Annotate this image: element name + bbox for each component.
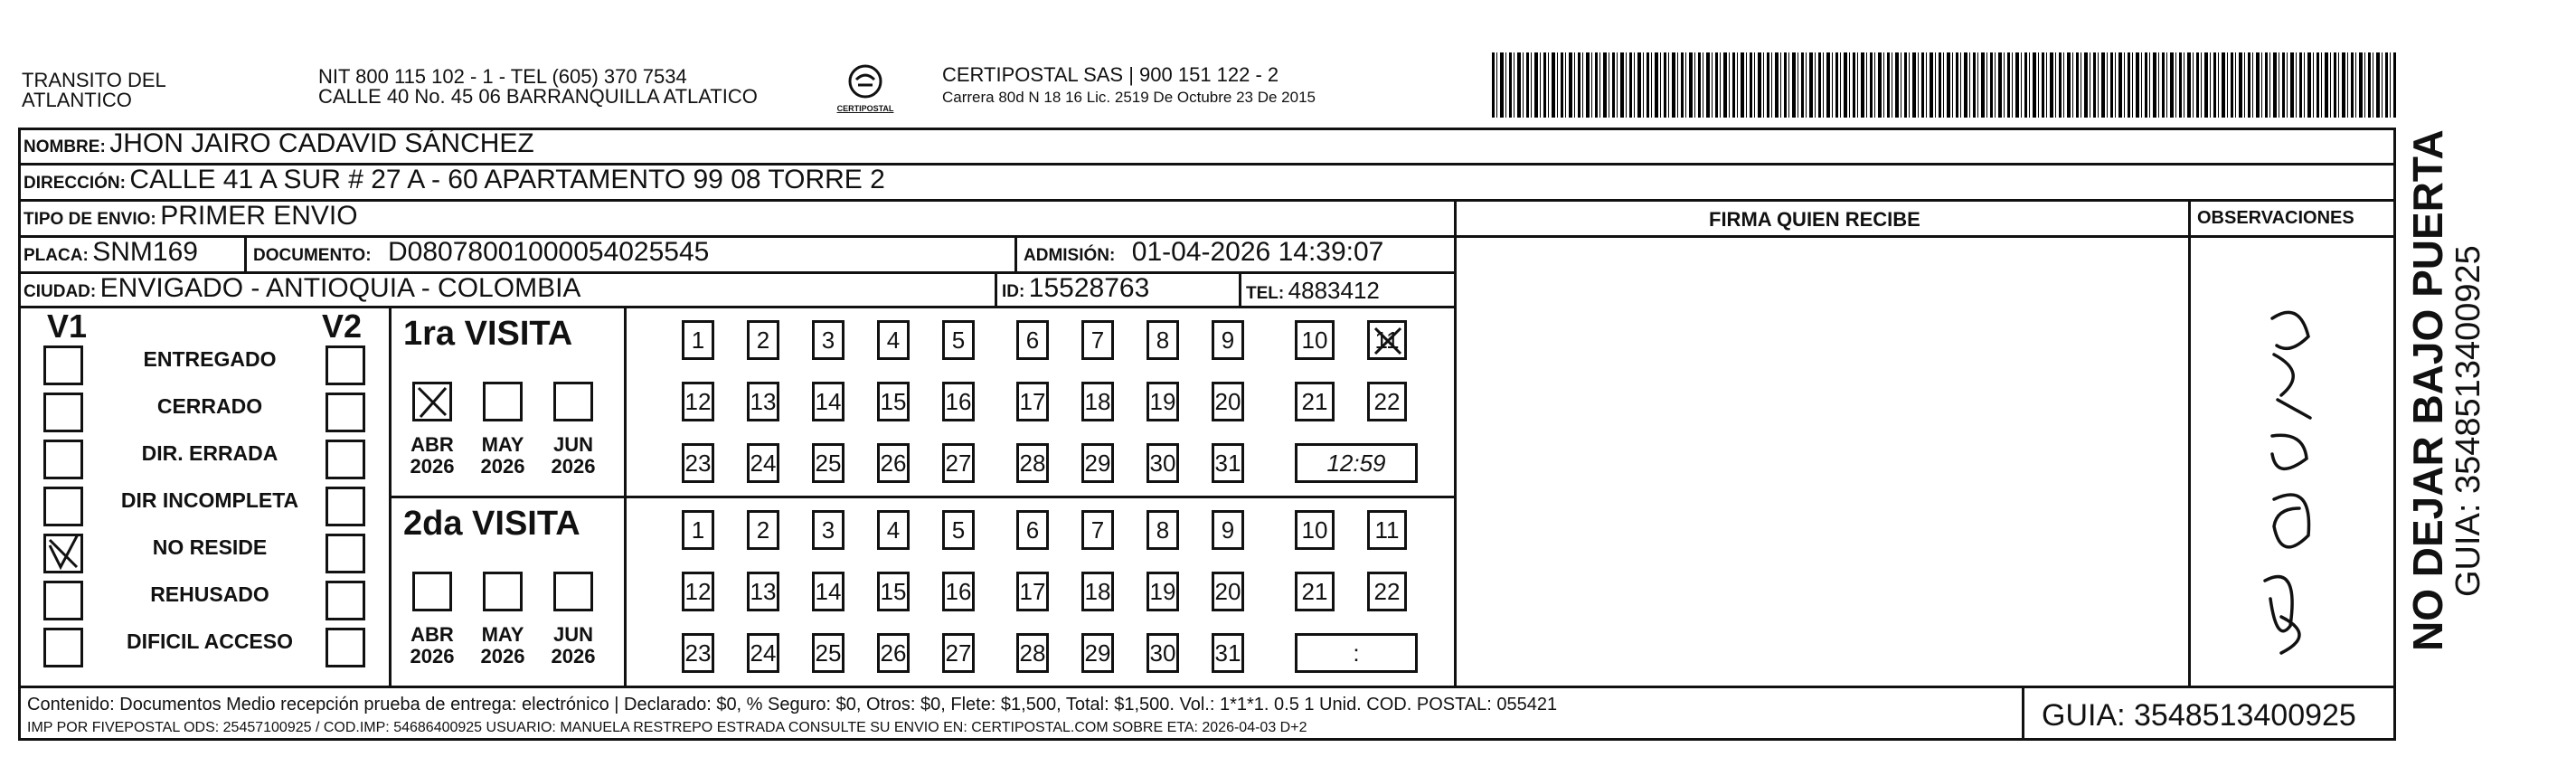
documento-value: D08078001000054025545 bbox=[388, 237, 710, 267]
day-box[interactable]: 26 bbox=[877, 633, 910, 673]
day-box[interactable]: 4 bbox=[877, 510, 910, 550]
month-label bbox=[405, 624, 459, 667]
day-box[interactable]: 7 bbox=[1081, 320, 1114, 360]
day-box[interactable]: 2 bbox=[747, 320, 779, 360]
nit-text: NIT 800 115 102 - 1 - TEL (605) 370 7534 bbox=[318, 65, 687, 88]
status-option-label: DIR INCOMPLETA bbox=[120, 488, 299, 512]
side-guia: GUIA: 3548513400925 bbox=[2449, 245, 2487, 597]
observaciones-area[interactable] bbox=[2191, 237, 2395, 686]
day-box[interactable]: 8 bbox=[1146, 510, 1179, 550]
placa-row bbox=[24, 237, 198, 268]
day-box[interactable]: 6 bbox=[1016, 510, 1049, 550]
day-box[interactable]: 29 bbox=[1081, 443, 1114, 483]
handwriting-signature bbox=[2191, 237, 2395, 686]
status-option-label: ENTREGADO bbox=[143, 347, 277, 371]
day-box[interactable]: 28 bbox=[1016, 633, 1049, 673]
v1-checkbox[interactable] bbox=[43, 393, 83, 432]
day-box[interactable]: 3 bbox=[812, 510, 845, 550]
certipostal-text: CERTIPOSTAL SAS | 900 151 122 - 2 bbox=[942, 63, 1279, 86]
admision-row bbox=[1024, 237, 1383, 268]
day-box[interactable]: 21 bbox=[1295, 382, 1335, 421]
day-box[interactable]: 4 bbox=[877, 320, 910, 360]
direccion-label: DIRECCIÓN: bbox=[24, 174, 126, 193]
month-year: 2026 bbox=[410, 455, 455, 478]
nombre-label: NOMBRE: bbox=[24, 137, 106, 156]
day-box[interactable]: 6 bbox=[1016, 320, 1049, 360]
day-box[interactable]: 3 bbox=[812, 320, 845, 360]
v1-checkbox[interactable] bbox=[43, 581, 83, 620]
ciudad-row bbox=[24, 273, 580, 304]
ciudad-value: ENVIGADO - ANTIOQUIA - COLOMBIA bbox=[99, 273, 581, 303]
firma-header: FIRMA QUIEN RECIBE bbox=[1709, 208, 1920, 231]
day-box[interactable]: 12 bbox=[682, 382, 714, 421]
day-box[interactable]: 8 bbox=[1146, 320, 1179, 360]
month-label bbox=[546, 624, 600, 667]
day-box[interactable]: 19 bbox=[1146, 572, 1179, 611]
footer-guia: GUIA: 3548513400925 bbox=[2042, 698, 2356, 733]
v1-checkbox[interactable] bbox=[43, 628, 83, 667]
day-box[interactable]: 14 bbox=[812, 382, 845, 421]
day-box[interactable]: 18 bbox=[1081, 382, 1114, 421]
day-box[interactable]: 12 bbox=[682, 572, 714, 611]
month-checkbox[interactable] bbox=[483, 382, 523, 421]
v2-checkbox[interactable] bbox=[326, 628, 365, 667]
day-box[interactable]: 28 bbox=[1016, 443, 1049, 483]
id-label: ID: bbox=[1002, 282, 1025, 301]
v1-checkbox[interactable] bbox=[43, 534, 83, 573]
admision-value: 01-04-2026 14:39:07 bbox=[1131, 237, 1384, 267]
month-year: 2026 bbox=[551, 645, 596, 667]
nombre-row bbox=[24, 128, 534, 159]
day-box[interactable]: 25 bbox=[812, 633, 845, 673]
no-dejar-text: NO DEJAR BAJO PUERTA bbox=[2404, 129, 2451, 651]
v1-header: V1 bbox=[47, 308, 88, 345]
month-name: ABR bbox=[410, 623, 454, 646]
v1-checkbox[interactable] bbox=[43, 345, 83, 385]
day-box[interactable]: 17 bbox=[1016, 572, 1049, 611]
tel-value: 4883412 bbox=[1288, 277, 1380, 304]
month-name: ABR bbox=[410, 433, 454, 456]
v2-checkbox[interactable] bbox=[326, 581, 365, 620]
day-box[interactable]: 17 bbox=[1016, 382, 1049, 421]
day-box[interactable]: 9 bbox=[1212, 320, 1244, 360]
visit-title: 2da VISITA bbox=[403, 505, 580, 543]
month-label bbox=[546, 434, 600, 478]
certipostal-block bbox=[942, 65, 1316, 106]
logo-icon bbox=[847, 63, 883, 99]
day-box[interactable]: 30 bbox=[1146, 443, 1179, 483]
day-box[interactable]: 24 bbox=[747, 443, 779, 483]
day-box[interactable]: 27 bbox=[942, 633, 975, 673]
direccion-value: CALLE 41 A SUR # 27 A - 60 APARTAMENTO 99 08 TORRE 2 bbox=[129, 165, 885, 194]
check-mark-icon bbox=[46, 536, 80, 571]
nombre-value: JHON JAIRO CADAVID SÁNCHEZ bbox=[109, 128, 534, 158]
status-option-label: NO RESIDE bbox=[152, 535, 268, 559]
day-box[interactable]: 19 bbox=[1146, 382, 1179, 421]
day-box[interactable]: 10 bbox=[1295, 510, 1335, 550]
transito-line1: TRANSITO DEL bbox=[22, 69, 166, 91]
day-box[interactable]: 20 bbox=[1212, 382, 1244, 421]
month-checkbox[interactable] bbox=[553, 382, 593, 421]
tipo-row bbox=[24, 201, 358, 232]
v2-checkbox[interactable] bbox=[326, 393, 365, 432]
month-checkbox[interactable] bbox=[483, 572, 523, 611]
day-box[interactable]: 18 bbox=[1081, 572, 1114, 611]
status-option-label: CERRADO bbox=[156, 394, 263, 418]
day-box[interactable]: 13 bbox=[747, 572, 779, 611]
day-box[interactable]: 14 bbox=[812, 572, 845, 611]
day-box[interactable]: 31 bbox=[1212, 443, 1244, 483]
certipostal-logo bbox=[830, 63, 901, 119]
day-box[interactable]: 22 bbox=[1367, 572, 1407, 611]
status-option-label: DIR. ERRADA bbox=[141, 441, 278, 465]
v2-header: V2 bbox=[322, 308, 363, 345]
day-box[interactable]: 10 bbox=[1295, 320, 1335, 360]
license-text: Carrera 80d N 18 16 Lic. 2519 De Octubre 23 De 2015 bbox=[942, 89, 1316, 106]
day-box[interactable]: 29 bbox=[1081, 633, 1114, 673]
check-mark-icon bbox=[1372, 325, 1404, 357]
day-box[interactable]: 16 bbox=[942, 382, 975, 421]
nit-block bbox=[318, 67, 758, 107]
month-year: 2026 bbox=[551, 455, 596, 478]
visit-title: 1ra VISITA bbox=[403, 315, 573, 353]
day-box[interactable]: 20 bbox=[1212, 572, 1244, 611]
month-name: MAY bbox=[481, 623, 524, 646]
id-row bbox=[1002, 273, 1149, 304]
side-text bbox=[2405, 129, 2486, 651]
month-label bbox=[476, 434, 530, 478]
day-box[interactable]: 26 bbox=[877, 443, 910, 483]
day-box[interactable]: 21 bbox=[1295, 572, 1335, 611]
day-box[interactable]: 9 bbox=[1212, 510, 1244, 550]
month-name: MAY bbox=[481, 433, 524, 456]
logo-text: CERTIPOSTAL bbox=[836, 104, 894, 113]
day-box[interactable]: 7 bbox=[1081, 510, 1114, 550]
month-year: 2026 bbox=[410, 645, 455, 667]
address-text: CALLE 40 No. 45 06 BARRANQUILLA ATLATICO bbox=[318, 85, 758, 108]
signature-area[interactable] bbox=[1457, 237, 2187, 686]
tipo-value: PRIMER ENVIO bbox=[160, 201, 358, 231]
tel-label: TEL: bbox=[1246, 284, 1285, 303]
check-mark-icon bbox=[415, 384, 449, 419]
ciudad-label: CIUDAD: bbox=[24, 282, 97, 301]
time-box[interactable]: : bbox=[1295, 633, 1418, 673]
status-option-label: REHUSADO bbox=[150, 582, 269, 606]
observaciones-header: OBSERVACIONES bbox=[2197, 208, 2354, 228]
day-box[interactable]: 23 bbox=[682, 443, 714, 483]
documento-row bbox=[253, 237, 709, 268]
v2-checkbox[interactable] bbox=[326, 440, 365, 479]
day-box[interactable]: 5 bbox=[942, 320, 975, 360]
day-box[interactable]: 22 bbox=[1367, 382, 1407, 421]
placa-value: SNM169 bbox=[92, 237, 198, 267]
day-box[interactable]: 15 bbox=[877, 572, 910, 611]
month-checkbox[interactable] bbox=[553, 572, 593, 611]
month-label bbox=[476, 624, 530, 667]
day-box[interactable]: 23 bbox=[682, 633, 714, 673]
footer-imp: IMP POR FIVEPOSTAL ODS: 25457100925 / COD.IMP: 54686400925 USUARIO: MANUELA RESTREPO ESTRADA CONSULTE SU ENVIO EN: CERTIPOSTAL.COM SOBRE ETA: 2026-04-03 D+2 bbox=[27, 720, 1307, 735]
day-box[interactable] bbox=[1367, 320, 1407, 360]
time-box[interactable]: 12:59 bbox=[1295, 443, 1418, 483]
day-box[interactable]: 5 bbox=[942, 510, 975, 550]
day-box[interactable]: 11 bbox=[1367, 510, 1407, 550]
status-option-label: DIFICIL ACCESO bbox=[126, 629, 293, 653]
v2-checkbox[interactable] bbox=[326, 534, 365, 573]
tipo-label: TIPO DE ENVIO: bbox=[24, 210, 156, 229]
day-box[interactable]: 1 bbox=[682, 510, 714, 550]
transito-line2: ATLANTICO bbox=[22, 89, 132, 111]
month-checkbox[interactable] bbox=[412, 572, 452, 611]
day-box[interactable]: 1 bbox=[682, 320, 714, 360]
documento-label: DOCUMENTO: bbox=[253, 246, 372, 265]
day-box[interactable]: 24 bbox=[747, 633, 779, 673]
day-box[interactable]: 30 bbox=[1146, 633, 1179, 673]
month-name: JUN bbox=[552, 623, 593, 646]
admision-label: ADMISIÓN: bbox=[1024, 246, 1116, 265]
transito-title bbox=[22, 71, 166, 110]
barcode bbox=[1492, 52, 2396, 118]
direccion-row bbox=[24, 165, 885, 195]
tel-row bbox=[1246, 277, 1380, 305]
id-value: 15528763 bbox=[1028, 273, 1150, 303]
placa-label: PLACA: bbox=[24, 246, 89, 265]
footer-content: Contenido: Documentos Medio recepción prueba de entrega: electrónico | Declarado: $0, % Seguro: $0, Otros: $0, Flete: $1,500, Total: $1,500. Vol.: 1*1*1. 0.5 1 Unid. COD. POSTAL: 055421 bbox=[27, 695, 1558, 714]
month-checkbox[interactable] bbox=[412, 382, 452, 421]
month-year: 2026 bbox=[480, 645, 525, 667]
month-name: JUN bbox=[552, 433, 593, 456]
v2-checkbox[interactable] bbox=[326, 487, 365, 526]
day-number: 11 bbox=[1374, 326, 1400, 354]
day-box[interactable]: 25 bbox=[812, 443, 845, 483]
day-box[interactable]: 27 bbox=[942, 443, 975, 483]
day-box[interactable]: 15 bbox=[877, 382, 910, 421]
v1-checkbox[interactable] bbox=[43, 487, 83, 526]
day-box[interactable]: 13 bbox=[747, 382, 779, 421]
day-box[interactable]: 2 bbox=[747, 510, 779, 550]
month-year: 2026 bbox=[480, 455, 525, 478]
day-box[interactable]: 16 bbox=[942, 572, 975, 611]
day-box[interactable]: 31 bbox=[1212, 633, 1244, 673]
month-label bbox=[405, 434, 459, 478]
v1-checkbox[interactable] bbox=[43, 440, 83, 479]
v2-checkbox[interactable] bbox=[326, 345, 365, 385]
